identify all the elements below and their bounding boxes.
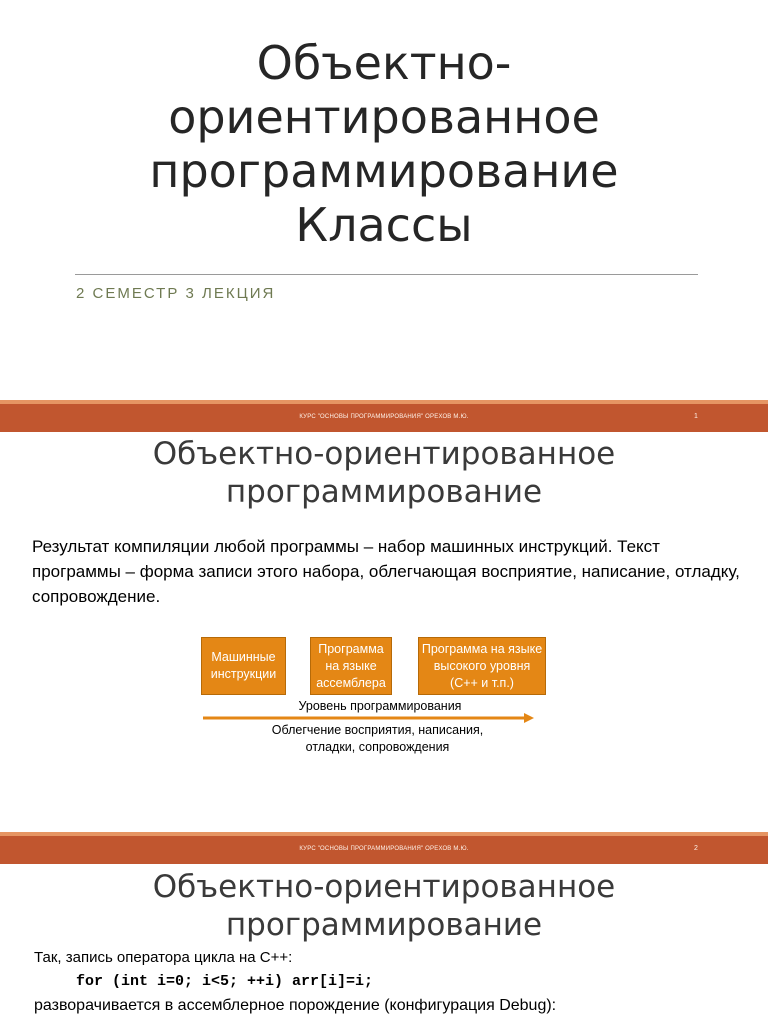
slide2-paragraph: Результат компиляции любой программы – набор машинных инструкций. Текст программы – форма записи этого набора, облегчающая восприятие, написание, отладку, сопровождение. [32, 537, 740, 606]
slide1-title [60, 36, 708, 252]
slide3-title-line: Объектно-ориентированное [152, 869, 616, 905]
footer-page-number: 2 [694, 845, 698, 852]
slide2-title-line: Объектно-ориентированное [152, 436, 616, 472]
slide1-title-line: Классы [295, 198, 473, 252]
footer-page-number: 1 [694, 413, 698, 420]
slide3-title-line: программирование [225, 907, 543, 943]
title-divider [75, 274, 698, 275]
arrow-bottom-label: Облегчение восприятия, написания, отладки, сопровождения [271, 723, 484, 754]
box-assembler: Программа на языке ассемблера [310, 637, 392, 695]
footer-course-text: КУРС "ОСНОВЫ ПРОГРАММИРОВАНИЯ" ОРЕХОВ М.Ю. [299, 846, 469, 852]
slide1-title-line: программирование [149, 144, 619, 198]
slide3-intro: Так, запись оператора цикла на С++: [34, 949, 293, 966]
box-high-level: Программа на языке высокого уровня (С++ и т.п.) [418, 637, 546, 695]
arrow-top-label: Уровень программирования [298, 699, 462, 713]
box-machine-instructions: Машинные инструкции [201, 637, 286, 695]
slide-footer-2 [0, 836, 768, 864]
slide1-subtitle: 2 СЕМЕСТР 3 ЛЕКЦИЯ [76, 285, 276, 302]
slide-footer-1 [0, 404, 768, 432]
slide3-code: for (int i=0; i<5; ++i) arr[i]=i; [76, 973, 374, 990]
slide1-title-line: ориентированное [168, 90, 600, 144]
slide2-title-line: программирование [225, 474, 543, 510]
slide3-title [100, 868, 668, 944]
slide2-title [100, 435, 668, 511]
footer-course-text: КУРС "ОСНОВЫ ПРОГРАММИРОВАНИЯ" ОРЕХОВ М.Ю. [299, 414, 469, 420]
slide3-outro: разворачивается в ассемблерное порождение (конфигурация Debug): [34, 997, 557, 1014]
slide1-title-line: Объектно- [256, 36, 512, 90]
